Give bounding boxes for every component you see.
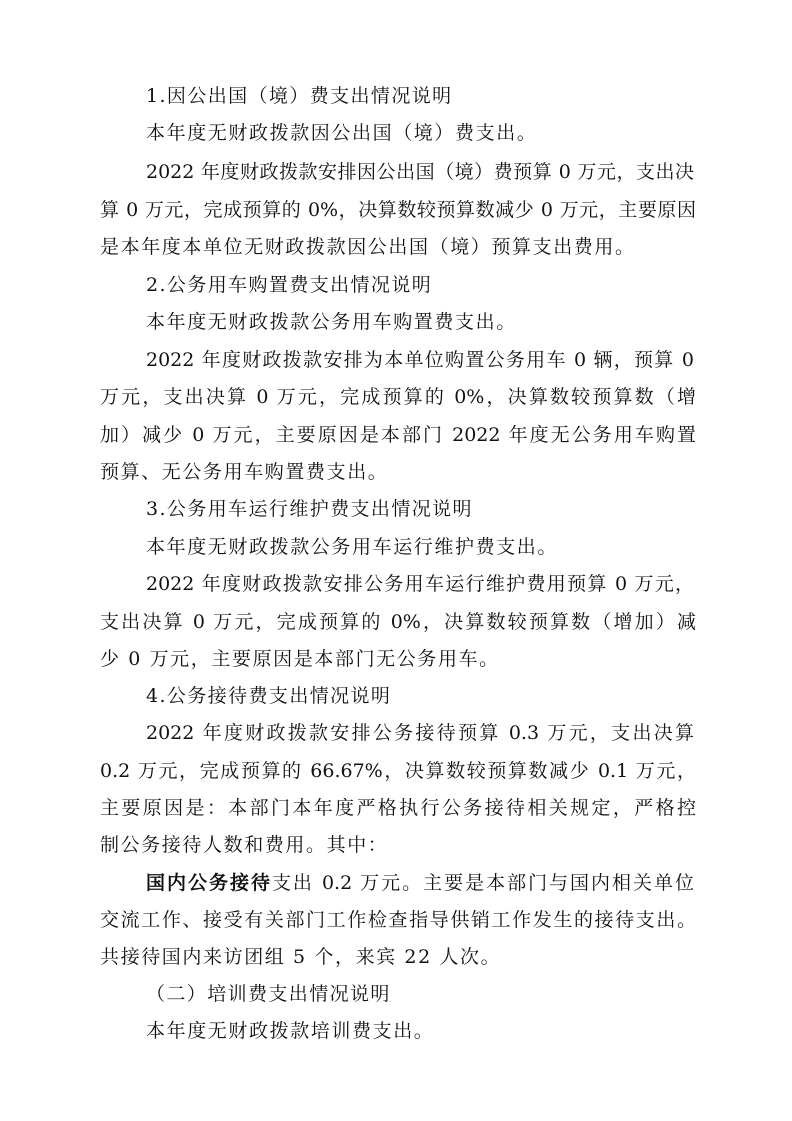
paragraph-line: 少 0 万元，主要原因是本部门无公务用车。 [100,648,500,670]
reception-note-first-line [146,871,694,895]
paragraph-line: 本年度无财政拨款因公出国（境）费支出。 [146,122,538,144]
paragraph-line: 主要原因是：本部门本年度严格执行公务接待相关规定，严格控 [100,797,696,819]
paragraph-line: 共接待国内来访团组 5 个，来宾 22 人次。 [100,946,502,968]
paragraph-line: 2022 年度财政拨款安排为本单位购置公务用车 0 辆，预算 0 [146,349,694,371]
paragraph-line: 本年度无财政拨款公务用车运行维护费支出。 [146,536,559,558]
paragraph-line: 万元，支出决算 0 万元，完成预算的 0%，决算数较预算数（增 [100,386,696,408]
reception-note-text: 支出 0.2 万元。主要是本部门与国内相关单位 [271,872,694,894]
paragraph-line: 制公务接待人数和费用。其中： [100,834,389,856]
paragraph-line: 2022 年度财政拨款安排公务用车运行维护费用预算 0 万元， [146,573,694,595]
section-heading-vehicle-maintenance: 3.公务用车运行维护费支出情况说明 [146,498,473,520]
paragraph-line: 加）减少 0 万元，主要原因是本部门 2022 年度无公务用车购置 [100,424,696,446]
reception-note-lead: 国内公务接待 [146,872,272,894]
paragraph-line: 算 0 万元，完成预算的 0%，决算数较预算数减少 0 万元，主要原因 [100,199,696,221]
paragraph-line: 是本年度本单位无财政拨款因公出国（境）预算支出费用。 [100,236,636,258]
paragraph-line: 本年度无财政拨款公务用车购置费支出。 [146,311,517,333]
section-heading-official-reception: 4.公务接待费支出情况说明 [146,685,392,707]
paragraph-line: 2022 年度财政拨款安排公务接待预算 0.3 万元，支出决算 [146,722,694,744]
paragraph-line: 交流工作、接受有关部门工作检查指导供销工作发生的接待支出。 [100,909,696,931]
paragraph-line: 预算、无公务用车购置费支出。 [100,461,389,483]
section-heading-vehicle-purchase: 2.公务用车购置费支出情况说明 [146,274,433,296]
section-heading-training: （二）培训费支出情况说明 [146,983,391,1005]
paragraph-line: 本年度无财政拨款培训费支出。 [146,1020,435,1042]
paragraph-line: 支出决算 0 万元，完成预算的 0%，决算数较预算数（增加）减 [100,611,696,633]
paragraph-line: 2022 年度财政拨款安排因公出国（境）费预算 0 万元，支出决 [146,161,694,183]
section-heading-overseas-travel: 1.因公出国（境）费支出情况说明 [146,85,453,107]
paragraph-line: 0.2 万元，完成预算的 66.67%，决算数较预算数减少 0.1 万元， [100,760,696,782]
